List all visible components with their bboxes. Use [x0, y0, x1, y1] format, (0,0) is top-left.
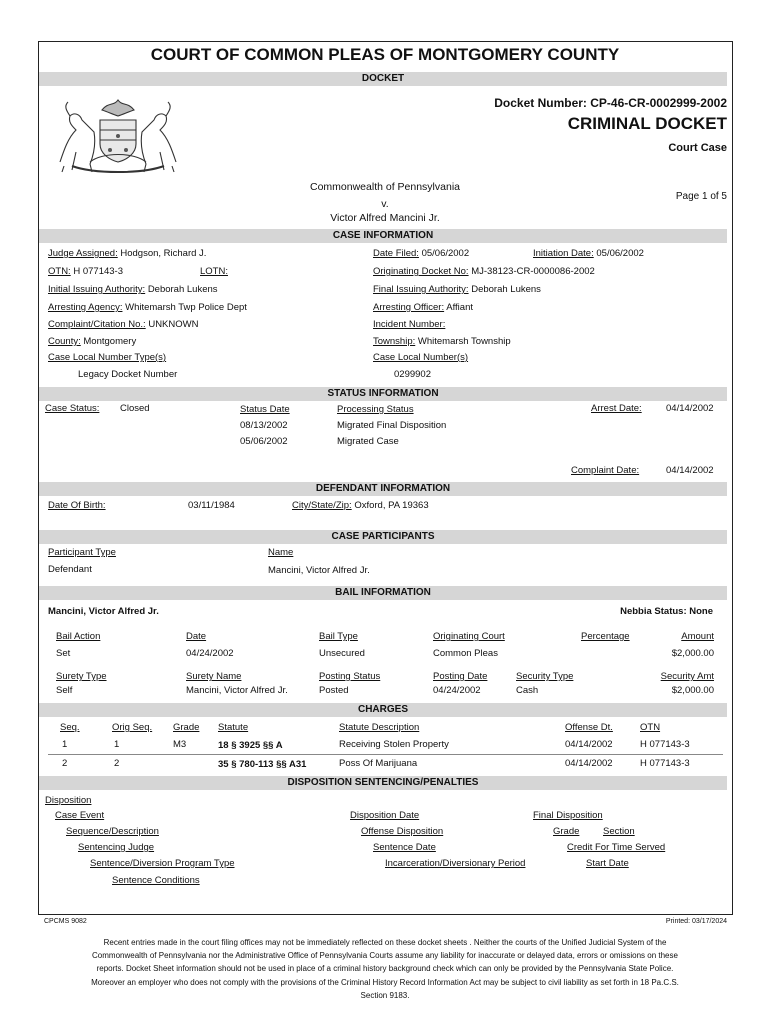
- nebbia-status: Nebbia Status: None: [620, 606, 713, 617]
- city-state-zip: [292, 500, 429, 511]
- bail-type-label: Bail Type: [319, 631, 358, 642]
- incident-number-label: Incident Number:: [373, 319, 446, 330]
- county-value: Montgomery: [83, 336, 137, 347]
- init-auth-label: Initial Issuing Authority:: [48, 284, 146, 295]
- posting-status-value: Posted: [319, 685, 349, 696]
- date-filed-label: Date Filed:: [373, 248, 419, 259]
- bail-information-bar: BAIL INFORMATION: [39, 586, 727, 600]
- caption-line-2: v.: [381, 198, 389, 210]
- dob-label: Date Of Birth:: [48, 500, 106, 511]
- participant-name-label: Name: [268, 547, 294, 558]
- docket-type: CRIMINAL DOCKET: [567, 114, 727, 133]
- charge-offense-date: 04/14/2002: [565, 739, 613, 750]
- charge-otn: H 077143-3: [640, 758, 690, 769]
- status-date-label: Status Date: [240, 404, 290, 415]
- agency-label: Arresting Agency:: [48, 302, 123, 313]
- csz-label: City/State/Zip:: [292, 500, 352, 511]
- county: [48, 336, 136, 347]
- local-type-value: Legacy Docket Number: [78, 369, 178, 380]
- sequence-description-label: Sequence/Description: [66, 826, 159, 837]
- charge-otn-label: OTN: [640, 722, 661, 733]
- percentage-label: Percentage: [581, 631, 630, 642]
- security-amt-value: $2,000.00: [671, 685, 714, 696]
- status-information-bar: STATUS INFORMATION: [39, 387, 727, 401]
- sentencing-judge-label: Sentencing Judge: [78, 842, 155, 853]
- orig-docket-label: Originating Docket No:: [373, 266, 469, 277]
- offense-disposition-label: Offense Disposition: [361, 826, 444, 837]
- security-amt-label: Security Amt: [660, 671, 714, 682]
- charge-divider: [48, 754, 723, 755]
- complaint-label: Complaint/Citation No.:: [48, 319, 146, 330]
- charge-statute: 18 § 3925 §§ A: [218, 740, 283, 751]
- arrest-date-value: 04/14/2002: [666, 403, 714, 414]
- participant-type-label: Participant Type: [48, 547, 116, 558]
- processing-status-2: Migrated Case: [337, 436, 399, 447]
- pennsylvania-seal-icon: [50, 92, 186, 174]
- initiation-date: [533, 248, 644, 259]
- bail-action-label: Bail Action: [56, 631, 101, 642]
- final-disposition-label: Final Disposition: [533, 810, 603, 821]
- arrest-date-label: Arrest Date:: [591, 403, 642, 414]
- initiation-label: Initiation Date:: [533, 248, 594, 259]
- init-auth-value: Deborah Lukens: [147, 284, 218, 295]
- township-label: Township:: [373, 336, 416, 347]
- caption-line-3: Victor Alfred Mancini Jr.: [330, 212, 440, 224]
- caption-line-1: Commonwealth of Pennsylvania: [310, 181, 460, 193]
- docket-number: Docket Number: CP-46-CR-0002999-2002: [494, 96, 727, 110]
- sentence-date-label: Sentence Date: [373, 842, 436, 853]
- county-label: County:: [48, 336, 81, 347]
- originating-docket: [373, 266, 595, 277]
- csz-value: Oxford, PA 19363: [354, 500, 429, 511]
- originating-court-value: Common Pleas: [433, 648, 498, 659]
- local-type-label: Case Local Number Type(s): [48, 352, 167, 363]
- officer-label: Arresting Officer:: [373, 302, 445, 313]
- final-auth-label: Final Issuing Authority:: [373, 284, 469, 295]
- arresting-agency: [48, 302, 247, 313]
- originating-court-label: Originating Court: [433, 631, 505, 642]
- initial-issuing-authority: [48, 284, 218, 295]
- otn-value: H 077143-3: [73, 266, 123, 277]
- case-participants-bar: CASE PARTICIPANTS: [39, 530, 727, 544]
- complaint-date-value: 04/14/2002: [666, 465, 714, 476]
- complaint-value: UNKNOWN: [148, 319, 199, 330]
- disposition-grade-label: Grade: [553, 826, 580, 837]
- statute-label: Statute: [218, 722, 249, 733]
- final-issuing-authority: [373, 284, 541, 295]
- processing-status-1: Migrated Final Disposition: [337, 420, 447, 431]
- case-information-bar: CASE INFORMATION: [39, 229, 727, 243]
- seq-label: Seq.: [60, 722, 80, 733]
- statute-description-label: Statute Description: [339, 722, 420, 733]
- officer-value: Affiant: [446, 302, 473, 313]
- bail-date-value: 04/24/2002: [186, 648, 234, 659]
- incarceration-period-label: Incarceration/Diversionary Period: [385, 858, 526, 869]
- judge-label: Judge Assigned:: [48, 248, 118, 259]
- status-date-2: 05/06/2002: [240, 436, 288, 447]
- processing-status-label: Processing Status: [337, 404, 414, 415]
- security-type-value: Cash: [516, 685, 539, 696]
- dob-value: 03/11/1984: [188, 500, 235, 511]
- defendant-information-bar: DEFENDANT INFORMATION: [39, 482, 727, 496]
- date-filed: [373, 248, 469, 259]
- orig-docket-value: MJ-38123-CR-0000086-2002: [471, 266, 595, 277]
- printed-date: Printed: 03/17/2024: [665, 918, 727, 925]
- bail-type-value: Unsecured: [319, 648, 365, 659]
- posting-status-label: Posting Status: [319, 671, 381, 682]
- charge-grade: M3: [173, 739, 187, 750]
- status-date-1: 08/13/2002: [240, 420, 288, 431]
- posting-date-value: 04/24/2002: [433, 685, 481, 696]
- local-number-value: 0299902: [394, 369, 431, 380]
- disposition-bar: DISPOSITION SENTENCING/PENALTIES: [39, 776, 727, 790]
- charge-orig-seq: 2: [114, 758, 120, 769]
- program-type-label: Sentence/Diversion Program Type: [90, 858, 235, 869]
- charge-seq: 1: [62, 739, 68, 750]
- grade-label: Grade: [173, 722, 200, 733]
- charges-bar: CHARGES: [39, 703, 727, 717]
- initiation-value: 05/06/2002: [596, 248, 644, 259]
- bail-date-label: Date: [186, 631, 207, 642]
- security-type-label: Security Type: [516, 671, 574, 682]
- page-number: Page 1 of 5: [675, 191, 727, 202]
- case-status-value: Closed: [120, 403, 150, 414]
- surety-type-value: Self: [56, 685, 73, 696]
- amount-label: Amount: [681, 631, 714, 642]
- bail-action-value: Set: [56, 648, 71, 659]
- court-case-label: Court Case: [668, 142, 727, 154]
- arresting-officer: [373, 302, 473, 313]
- surety-type-label: Surety Type: [56, 671, 107, 682]
- disposition-date-label: Disposition Date: [350, 810, 420, 821]
- complaint-citation: [48, 319, 198, 330]
- case-event-label: Case Event: [55, 810, 105, 821]
- bail-defendant-name: Mancini, Victor Alfred Jr.: [48, 606, 159, 617]
- docket-bar: DOCKET: [39, 72, 727, 86]
- credit-time-served-label: Credit For Time Served: [567, 842, 666, 853]
- surety-name-value: Mancini, Victor Alfred Jr.: [186, 685, 288, 696]
- lotn-label: LOTN:: [200, 266, 228, 277]
- local-number-label: Case Local Number(s): [373, 352, 469, 363]
- orig-seq-label: Orig Seq.: [112, 722, 153, 733]
- date-filed-value: 05/06/2002: [421, 248, 470, 259]
- charge-offense-date: 04/14/2002: [565, 758, 613, 769]
- disposition-section-label: Section: [603, 826, 635, 837]
- start-date-label: Start Date: [586, 858, 629, 869]
- posting-date-label: Posting Date: [433, 671, 488, 682]
- township: [373, 336, 511, 347]
- agency-value: Whitemarsh Twp Police Dept: [125, 302, 247, 313]
- form-number: CPCMS 9082: [44, 918, 87, 925]
- otn-label: OTN:: [48, 266, 71, 277]
- final-auth-value: Deborah Lukens: [471, 284, 541, 295]
- offense-date-label: Offense Dt.: [565, 722, 613, 733]
- charge-statute: 35 § 780-113 §§ A31: [218, 759, 307, 770]
- case-status-label: Case Status:: [45, 403, 100, 414]
- township-value: Whitemarsh Township: [417, 336, 511, 347]
- charge-otn: H 077143-3: [640, 739, 690, 750]
- participant-type-value: Defendant: [48, 564, 92, 575]
- participant-name-value: Mancini, Victor Alfred Jr.: [268, 565, 370, 576]
- complaint-date-label: Complaint Date:: [571, 465, 640, 476]
- disposition-label: Disposition: [45, 795, 92, 806]
- judge-value: Hodgson, Richard J.: [120, 248, 207, 259]
- charge-orig-seq: 1: [114, 739, 120, 750]
- amount-value: $2,000.00: [671, 648, 714, 659]
- judge-assigned: [48, 248, 206, 259]
- court-title: COURT OF COMMON PLEAS OF MONTGOMERY COUNTY: [150, 45, 620, 64]
- disclaimer-notice: Recent entries made in the court filing offices may not be immediately reflected on these docket sheets . Neither the courts of the Unified Judicial System of the Commonwealth of Pennsylvania nor the Administrative Office of Pennsylvania Courts assume any liability for inaccurate or delayed data, errors or omissions on these reports. Docket Sheet information should not be used in place of a criminal history background check which can only be provided by the Pennsylvania State Police. Moreover an employer who does not comply with the provisions of the Criminal History Record Information Act may be subject to civil liability as set forth in 18 Pa.C.S. Section 9183.: [91, 938, 679, 1000]
- charge-seq: 2: [62, 758, 68, 769]
- sentence-conditions-label: Sentence Conditions: [112, 875, 200, 886]
- otn: [48, 266, 123, 277]
- charge-description: Receiving Stolen Property: [339, 739, 449, 750]
- charge-description: Poss Of Marijuana: [339, 758, 418, 769]
- surety-name-label: Surety Name: [186, 671, 242, 682]
